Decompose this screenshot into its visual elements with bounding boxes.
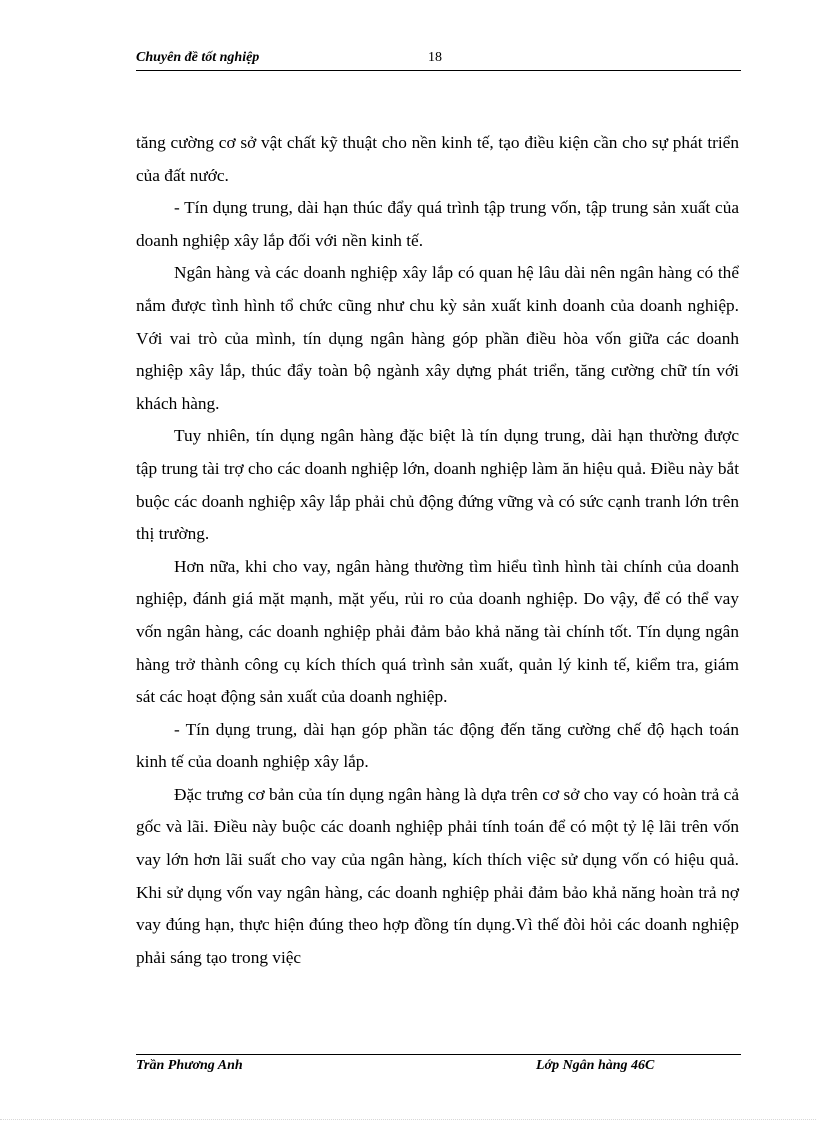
page-footer xyxy=(136,1054,741,1079)
document-body xyxy=(136,127,739,974)
page-header xyxy=(136,48,741,71)
paragraph: - Tín dụng trung, dài hạn thúc đẩy quá trình tập trung vốn, tập trung sản xuất của doanh nghiệp xây lắp đối với nền kinh tế. xyxy=(136,198,739,250)
page-number: 18 xyxy=(428,50,442,65)
author-name: Trần Phương Anh xyxy=(136,1058,243,1073)
paragraph: Tuy nhiên, tín dụng ngân hàng đặc biệt là tín dụng trung, dài hạn thường được tập trung tài trợ cho các doanh nghiệp lớn, doanh nghiệp làm ăn hiệu quả. Điều này bắt buộc các doanh nghiệp xây lắp phải chủ động đứng vững và có sức cạnh tranh lớn trên thị trường. xyxy=(136,426,739,544)
paragraph: tăng cường cơ sở vật chất kỹ thuật cho nền kinh tế, tạo điều kiện cần cho sự phát triển của đất nước. xyxy=(136,133,739,185)
document-title: Chuyên đề tốt nghiệp xyxy=(136,50,260,65)
paragraph: Đặc trưng cơ bản của tín dụng ngân hàng là dựa trên cơ sở cho vay có hoàn trả cả gốc và lãi. Điều này buộc các doanh nghiệp phải tính toán để có một tỷ lệ lãi trên vốn vay lớn hơn lãi suất cho vay của ngân hàng, kích thích việc sử dụng vốn có hiệu quả. Khi sử dụng vốn vay ngân hàng, các doanh nghiệp phải đảm bảo khả năng hoàn trả nợ vay đúng hạn, thực hiện đúng theo hợp đồng tín dụng.Vì thế đòi hỏi các doanh nghiệp phải sáng tạo trong việc xyxy=(136,784,739,967)
class-name: Lớp Ngân hàng 46C xyxy=(536,1058,655,1073)
paragraph: Ngân hàng và các doanh nghiệp xây lắp có quan hệ lâu dài nên ngân hàng có thể nắm được tình hình tổ chức cũng như chu kỳ sản xuất kinh doanh của doanh nghiệp. Với vai trò của mình, tín dụng ngân hàng góp phần điều hòa vốn giữa các doanh nghiệp xây lắp, thúc đẩy toàn bộ ngành xây dựng phát triển, tăng cường chữ tín với khách hàng. xyxy=(136,263,739,413)
page-edge-divider xyxy=(0,1119,816,1120)
paragraph: Hơn nữa, khi cho vay, ngân hàng thường tìm hiểu tình hình tài chính của doanh nghiệp, đánh giá mặt mạnh, mặt yếu, rủi ro của doanh nghiệp. Do vậy, để có thể vay vốn ngân hàng, các doanh nghiệp phải đảm bảo khả năng tài chính tốt. Tín dụng ngân hàng trở thành công cụ kích thích quá trình sản xuất, quản lý kinh tế, kiểm tra, giám sát các hoạt động sản xuất của doanh nghiệp. xyxy=(136,556,739,707)
paragraph: - Tín dụng trung, dài hạn góp phần tác động đến tăng cường chế độ hạch toán kinh tế của doanh nghiệp xây lắp. xyxy=(136,719,739,772)
